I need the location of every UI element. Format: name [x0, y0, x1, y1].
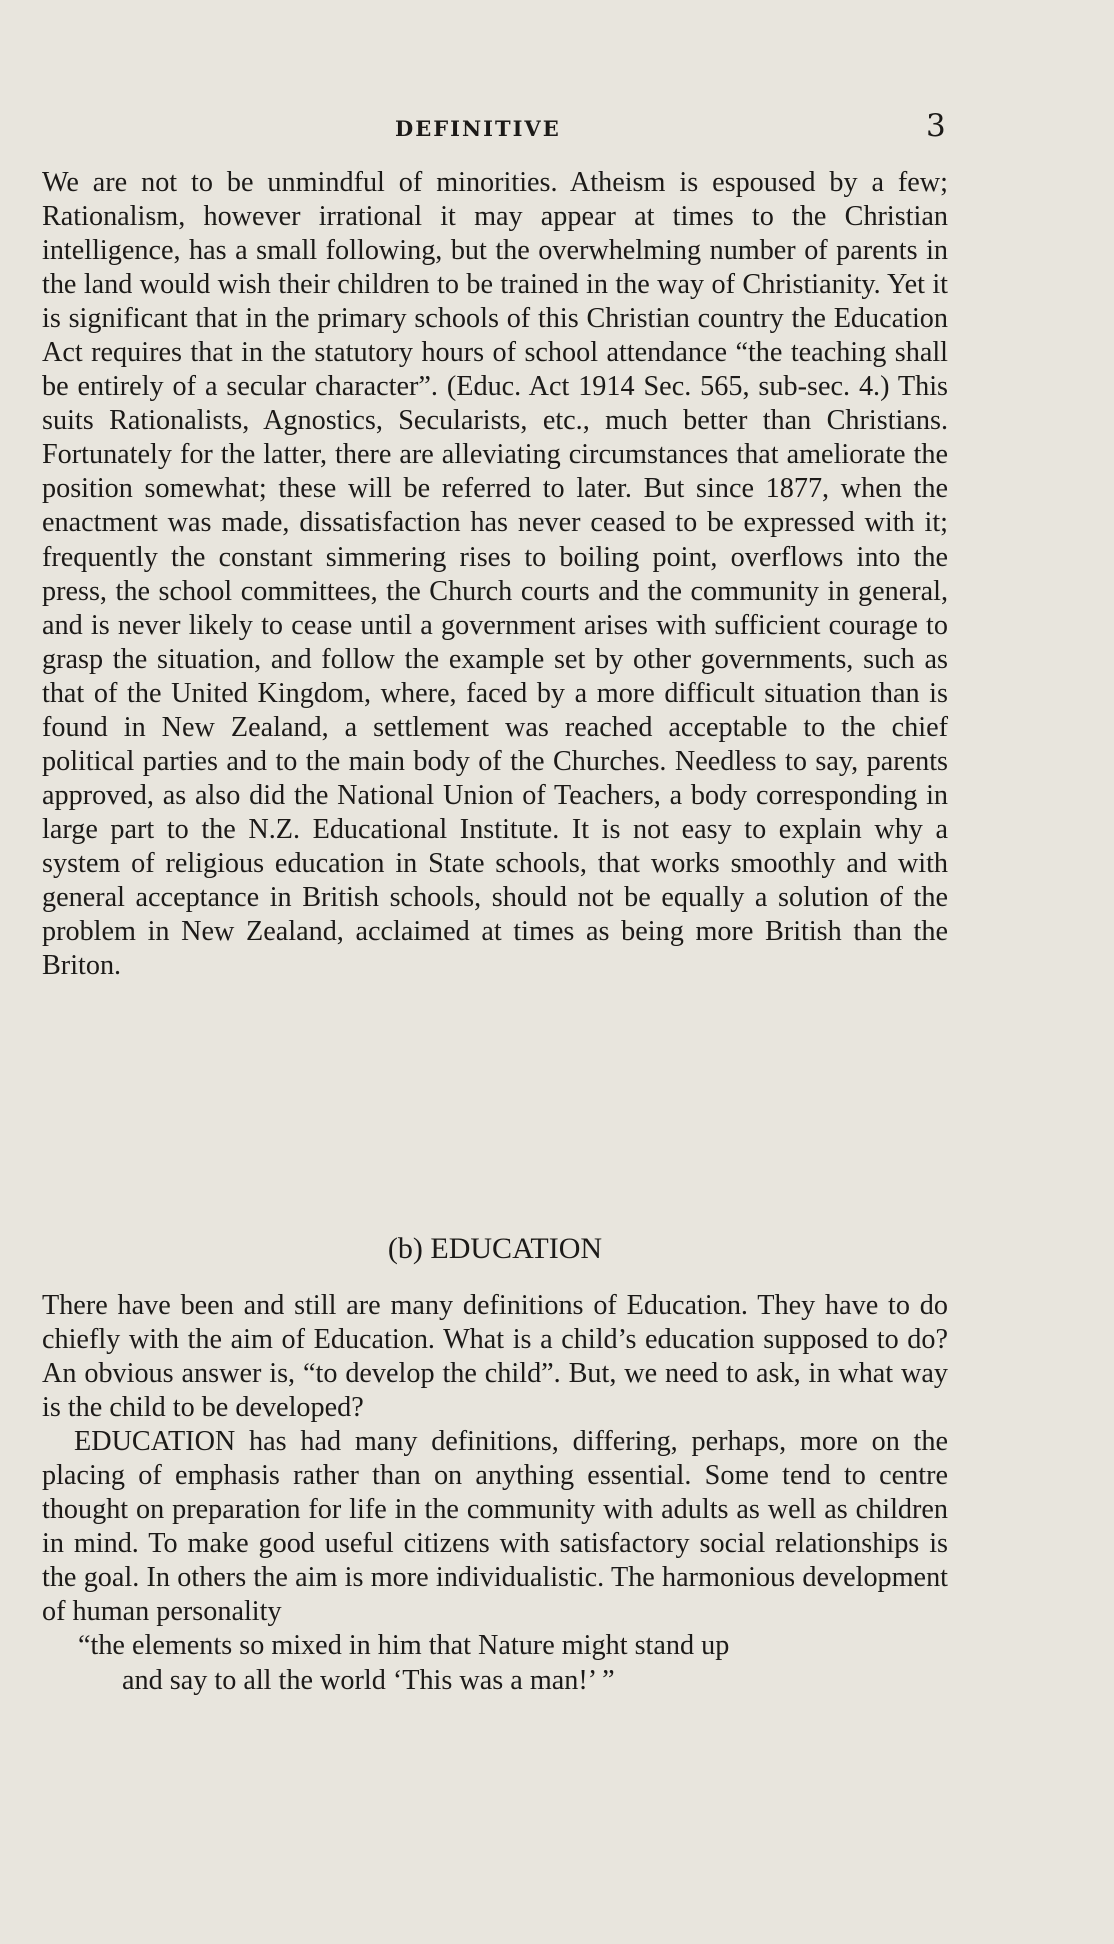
paragraph-text: We are not to be unmindful of minorities. Atheism is espoused by a few; Rationalism, however irrational it may appear at times to the Christian intelligence, has a small following, but the overwhelming number of parents in the land would wish their children to be trained in the way of Christianity. Yet it is significant that in the primary schools of this Christian country the Education Act requires that in the statutory hours of school attendance “the teaching shall be entirely of a secular character”. (Educ. Act 1914 Sec. 565, sub-sec. 4.) This suits Rationalists, Agnostics, Secularists, etc., much better than Christians. Fortunately for the latter, there are alleviating circumstances that ameliorate the position somewhat; these will be referred to later. But since 1877, when the enactment was made, dissatisfaction has never ceased to be expressed with it; frequently the constant simmering rises to boiling point, overflows into the press, the school committees, the Church courts and the community in general, and is never likely to cease until a government arises with sufficient courage to grasp the situation, and follow the example set by other governments, such as that of the United Kingdom, where, faced by a more difficult situation than is found in New Zealand, a settlement was reached acceptable to the chief political parties and to the main body of the Churches. Needless to say, parents approved, as also did the National Union of Teachers, a body corresponding in large part to the N.Z. Educational Institute. It is not easy to explain why a system of religious education in State schools, that works smoothly and with general acceptance in British schools, should not be equally a solution of the problem in New Zealand, acclaimed at times as being more British than the Briton.	[42, 167, 948, 982]
quotation	[78, 1629, 948, 1697]
page-number: 3	[926, 108, 946, 144]
paragraph-definitions: There have been and still are many definitions of Education. They have to do chiefly with the aim of Education. What is a child’s education supposed to do? An obvious answer is, “to develop the child”. But, we need to ask, in what way is the child to be developed?	[42, 1290, 948, 1424]
body-paragraph-minorities	[42, 166, 948, 983]
paragraph-education-aims: EDUCATION has had many definitions, differing, perhaps, more on the placing of emphasis rather than on anything essential. Some tend to centre thought on preparation for life in the community with adults as well as children in mind. To make good useful citizens with satisfactory social relationships is the goal. In others the aim is more individualistic. The harmonious development of human personality	[42, 1426, 948, 1628]
body-section-education	[42, 1289, 948, 1698]
running-head: DEFINITIVE	[395, 116, 561, 141]
quote-line-2: and say to all the world ‘This was a man!’ ”	[122, 1664, 615, 1696]
quote-line-1: “the elements so mixed in him that Nature might stand up	[78, 1630, 730, 1662]
section-heading: (b) EDUCATION	[387, 1232, 603, 1265]
